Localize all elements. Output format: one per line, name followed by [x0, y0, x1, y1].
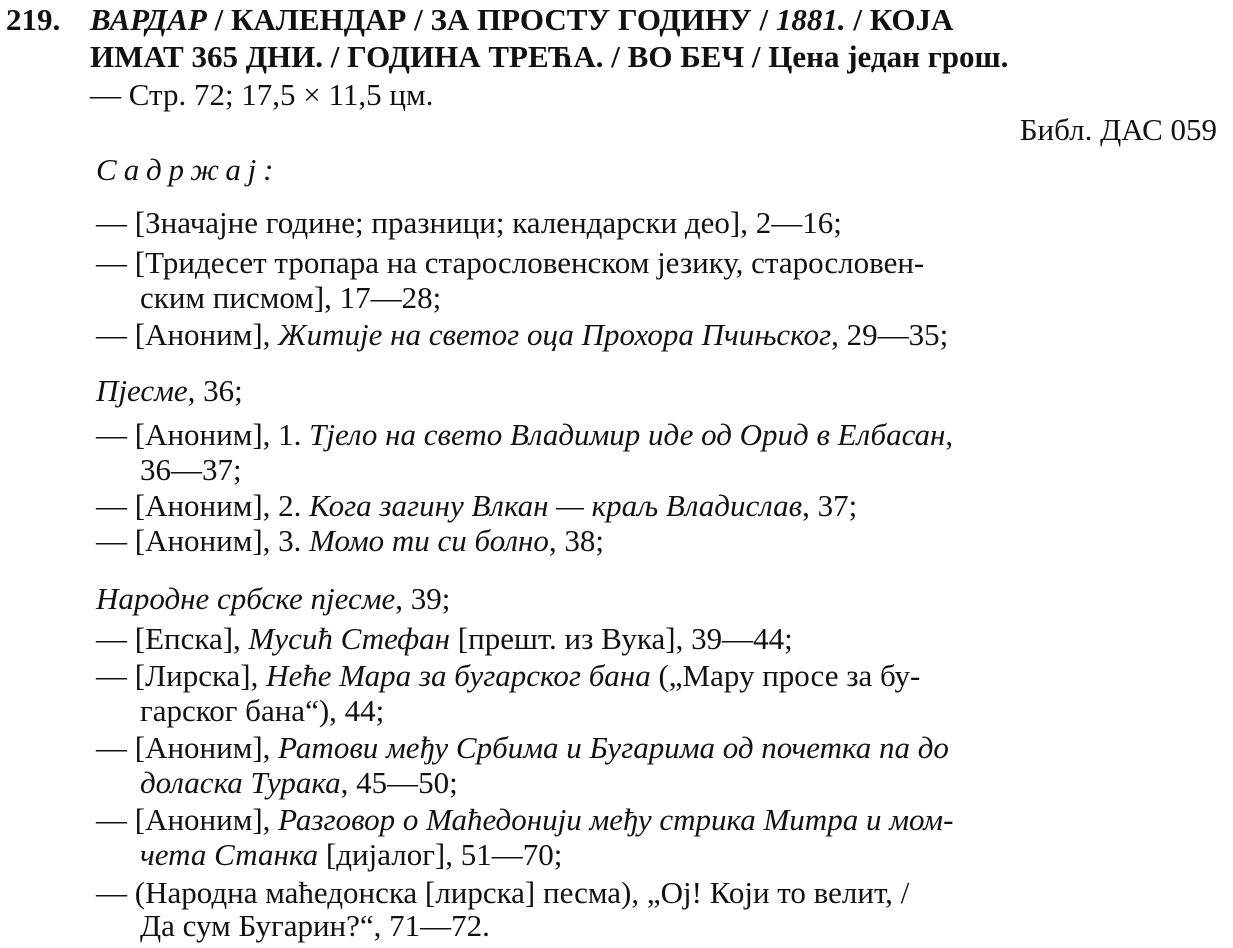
songs-heading-pages: , 36; — [187, 373, 243, 408]
entry-physical-description: — Стр. 72; 17,5 × 11,5 цм. — [90, 77, 434, 112]
song-item-2-author: — [Аноним], 2. — [96, 488, 310, 523]
folk-item-3-cont-title: доласка Турака — [140, 765, 341, 800]
folk-item-3 — [96, 731, 949, 765]
song-item-1-author: — [Аноним], 1. — [96, 417, 310, 452]
folk-item-3-cont — [140, 766, 458, 800]
contents-item-1-text: — [Значајне године; празници; календарски део], 2—16; — [96, 205, 842, 240]
contents-item-3 — [96, 318, 948, 352]
song-item-2-title: Кога загину Влкан — краљ Владислав — [309, 488, 803, 523]
folk-heading — [96, 582, 450, 616]
contents-item-2 — [96, 246, 924, 280]
folk-item-2-title: Неће Мара за бугарског бана — [266, 658, 651, 693]
folk-item-1-title: Мусић Стефан — [248, 621, 451, 656]
folk-heading-title: Народне србске пјесме — [96, 581, 396, 616]
contents-item-3-pages: , 29—35; — [831, 317, 949, 352]
folk-item-4-pages: [дијалог], 51—70; — [318, 837, 563, 872]
song-item-1 — [96, 418, 953, 452]
entry-title-line-2: ИМАТ 365 ДНИ. / ГОДИНА ТРЕЋА. / ВО БЕЧ / Цена један грош. — [90, 39, 1009, 74]
songs-heading — [96, 374, 243, 408]
contents-item-2-cont — [140, 281, 441, 315]
folk-item-1 — [96, 622, 793, 656]
song-item-1-title: Тјело на свето Владимир иде од Орид в Елбасан — [309, 417, 946, 452]
folk-item-4-cont — [140, 838, 562, 872]
contents-heading: Садржај: — [96, 152, 281, 187]
folk-item-3-title: Ратови међу Србима и Бугарима од почетка па до — [278, 730, 949, 765]
song-item-1-cont — [140, 453, 242, 487]
folk-item-5-cont — [140, 909, 490, 943]
folk-item-2-type: — [Лирска], — [96, 658, 267, 693]
folk-item-4-author: — [Аноним], — [96, 802, 279, 837]
contents-item-2-cont-text: ским писмом], 17—28; — [140, 280, 442, 315]
entry-title-vardar: ВАРДАР — [90, 2, 207, 37]
folk-item-2-cont — [140, 694, 384, 728]
folk-item-2-note: („Мару просе за бу- — [650, 658, 921, 693]
folk-item-5-text: — (Народна маћедонска [лирска] песма), „Ој! Који то велит, / — [96, 875, 910, 910]
folk-item-2 — [96, 659, 920, 693]
contents-item-2-text: — [Тридесет тропара на старословенском језику, старословен- — [96, 245, 925, 280]
folk-heading-pages: , 39; — [395, 581, 451, 616]
folk-item-4 — [96, 803, 953, 837]
entry-title-tail: / КОЈА — [845, 2, 954, 37]
entry-number: 219. — [6, 2, 61, 37]
song-item-2 — [96, 489, 857, 523]
folk-item-1-pages: [прешт. из Вука], 39—44; — [450, 621, 793, 656]
folk-item-4-title: Разговор о Маћедонији међу стрика Митра и мом- — [278, 802, 954, 837]
library-reference: Библ. ДАС 059 — [1019, 112, 1217, 147]
song-item-2-pages: , 37; — [802, 488, 858, 523]
entry-title-calendar: / КАЛЕНДАР / ЗА ПРОСТУ ГОДИНУ / — [206, 2, 776, 37]
folk-item-5 — [96, 876, 909, 910]
folk-item-5-pages: Да сум Бугарин?“, 71—72. — [140, 908, 490, 943]
song-item-3-pages: , 38; — [548, 523, 604, 558]
song-item-3 — [96, 524, 604, 558]
song-item-3-title: Момо ти си болно — [309, 523, 549, 558]
folk-item-4-cont-title: чета Станка — [140, 837, 319, 872]
entry-title-line-1 — [6, 3, 1220, 37]
song-item-1-tail: , — [945, 417, 954, 452]
song-item-1-pages: 36—37; — [140, 452, 242, 487]
entry-title-year: 1881. — [775, 2, 846, 37]
contents-item-3-title: Житије на светог оца Прохора Пчињског — [278, 317, 832, 352]
contents-item-3-author: — [Аноним], — [96, 317, 279, 352]
folk-item-3-author: — [Аноним], — [96, 730, 279, 765]
songs-heading-title: Пјесме — [96, 373, 188, 408]
folk-item-3-pages: , 45—50; — [340, 765, 458, 800]
contents-item-1 — [96, 206, 842, 240]
folk-item-2-pages: гарског бана“), 44; — [140, 693, 385, 728]
folk-item-1-type: — [Епска], — [96, 621, 249, 656]
song-item-3-author: — [Аноним], 3. — [96, 523, 310, 558]
